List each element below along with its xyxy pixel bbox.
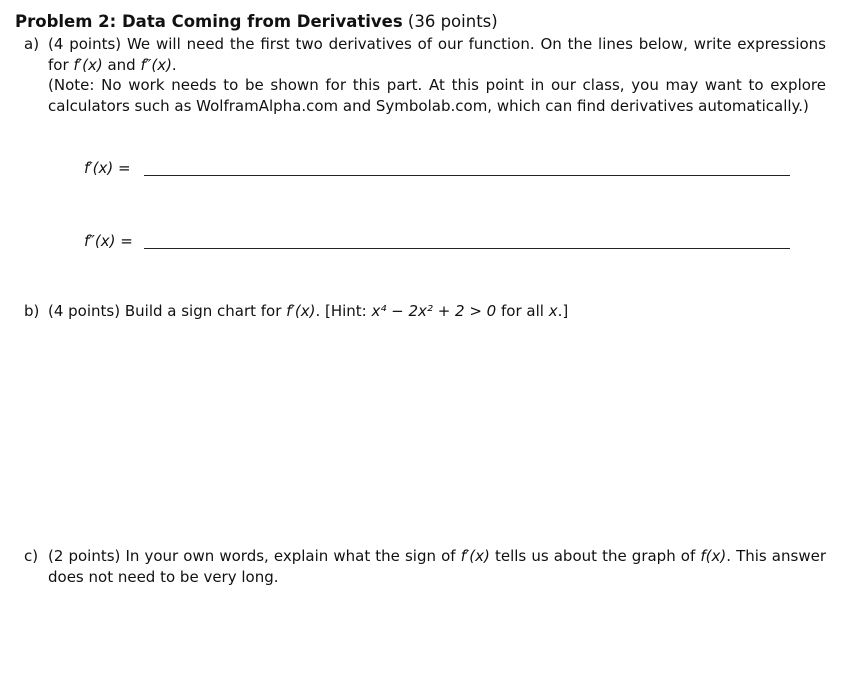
- part-a-text-1: (4 points) We will need the first two derivatives of our function. On the lines below, write expressions for: [48, 35, 826, 74]
- part-b-hint-math: x⁴ − 2x² + 2 > 0: [371, 302, 497, 320]
- part-b-body: [48, 301, 826, 322]
- part-a-text-3: .: [171, 55, 177, 74]
- part-c-math-f: f(x): [700, 547, 727, 565]
- part-c-text-1: (2 points) In your own words, explain what the sign of: [48, 547, 461, 565]
- problem-points: (36 points): [402, 12, 498, 31]
- answer-line-first-derivative[interactable]: [144, 175, 790, 176]
- problem-title: [15, 12, 498, 31]
- part-a-math-f1: f′(x): [73, 55, 103, 74]
- answer-label-first-derivative: f′(x) =: [84, 159, 131, 177]
- part-c-text-3: . This answer does not need to be very long.: [48, 547, 826, 586]
- part-b-text-1: (4 points) Build a sign chart for: [48, 302, 287, 320]
- part-c-text-2: tells us about the graph of: [489, 547, 701, 565]
- part-b-math-f1: f′(x): [286, 302, 316, 320]
- part-c: [24, 546, 826, 587]
- answer-row-first-derivative: [84, 159, 794, 181]
- part-b-label: b): [24, 302, 40, 320]
- part-c-label: c): [24, 547, 39, 565]
- part-a-note: (Note: No work needs to be shown for this part. At this point in our class, you may want to explore calculators such as WolframAlpha.com and Symbolab.com, which can find derivatives automatically.): [48, 76, 826, 115]
- part-b-text-3: for all: [496, 302, 549, 320]
- part-a-text-2: and: [102, 55, 141, 74]
- part-c-math-f1: f′(x): [460, 547, 490, 565]
- part-b-math-x: x: [548, 302, 558, 320]
- answer-line-second-derivative[interactable]: [144, 248, 790, 249]
- problem-title-text: Problem 2: Data Coming from Derivatives: [15, 12, 403, 31]
- part-c-body: [48, 546, 826, 587]
- answer-label-second-derivative: f″(x) =: [84, 232, 133, 250]
- part-a-math-f2: f″(x): [140, 55, 172, 74]
- part-b: [24, 301, 826, 322]
- part-a: [24, 34, 826, 116]
- part-b-text-4: .]: [557, 302, 569, 320]
- part-a-label: a): [24, 35, 40, 53]
- part-a-body: [48, 34, 826, 116]
- answer-row-second-derivative: [84, 232, 794, 254]
- part-b-text-2: . [Hint:: [315, 302, 372, 320]
